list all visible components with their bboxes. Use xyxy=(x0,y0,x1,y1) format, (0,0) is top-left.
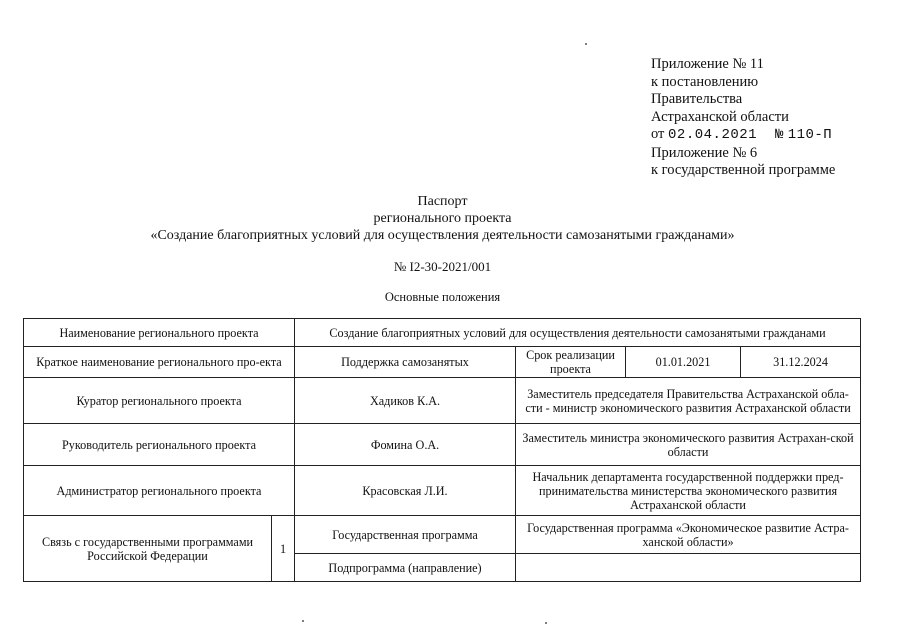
passport-table xyxy=(23,318,861,582)
title-line-3: «Создание благоприятных условий для осуществления деятельности самозанятыми гражданами» xyxy=(150,228,735,243)
subprogram-value xyxy=(516,554,861,582)
head-position: Заместитель министра экономического развития Астрахан-ской области xyxy=(516,424,861,466)
short-name-value: Поддержка самозанятых xyxy=(295,347,516,378)
term-end: 31.12.2024 xyxy=(741,347,861,378)
row-label: Куратор регионального проекта xyxy=(24,378,295,424)
program-label: Государственная программа xyxy=(295,516,516,554)
row-label: Руководитель регионального проекта xyxy=(24,424,295,466)
scan-speck xyxy=(585,43,587,45)
term-label: Срок реализации проекта xyxy=(516,347,626,378)
title-line-1: Паспорт xyxy=(417,194,468,209)
program-index: 1 xyxy=(272,516,295,582)
project-name-value: Создание благоприятных условий для осуществления деятельности самозанятыми гражданами xyxy=(295,319,861,347)
row-label: Связь с государственными программами Российской Федерации xyxy=(24,516,272,582)
number-prefix: № xyxy=(775,127,785,143)
scan-speck xyxy=(545,622,547,624)
appendix-line-1: Приложение № 11 xyxy=(651,56,764,72)
subprogram-label: Подпрограмма (направление) xyxy=(295,554,516,582)
date-value: 02.04.2021 xyxy=(668,127,758,143)
appendix-line-4: Астраханской области xyxy=(651,108,789,125)
head-name: Фомина О.А. xyxy=(295,424,516,466)
appendix-date-line xyxy=(651,126,835,145)
table-row xyxy=(24,347,861,378)
row-label: Наименование регионального проекта xyxy=(24,319,295,347)
table-row xyxy=(24,466,861,516)
curator-name: Хадиков К.А. xyxy=(295,378,516,424)
title-line-2: регионального проекта xyxy=(373,211,512,226)
document-title xyxy=(0,193,885,244)
date-prefix: от xyxy=(651,126,665,142)
table-row xyxy=(24,319,861,347)
appendix-line-6: Приложение № 6 xyxy=(651,144,758,161)
appendix-line-2: к постановлению xyxy=(651,73,759,90)
section-title: Основные положения xyxy=(384,290,501,304)
table-row xyxy=(24,424,861,466)
project-number: № I2-30-2021/001 xyxy=(393,259,492,274)
appendix-header xyxy=(651,56,835,180)
row-label: Краткое наименование регионального про-екта xyxy=(24,347,295,378)
table-row xyxy=(24,378,861,424)
administrator-position: Начальник департамента государственной поддержки пред-принимательства министерства экономического развития Астраханской области xyxy=(516,466,861,516)
program-value: Государственная программа «Экономическое развитие Астра-ханской области» xyxy=(516,516,861,554)
appendix-line-3: Правительства xyxy=(651,91,743,107)
scan-speck xyxy=(302,620,304,622)
curator-position: Заместитель председателя Правительства Астраханской обла-сти - министр экономического развития Астраханской области xyxy=(516,378,861,424)
table-row xyxy=(24,516,861,554)
row-label: Администратор регионального проекта xyxy=(24,466,295,516)
term-start: 01.01.2021 xyxy=(626,347,741,378)
number-value: 110-П xyxy=(787,127,833,143)
administrator-name: Красовская Л.И. xyxy=(295,466,516,516)
appendix-line-7: к государственной программе xyxy=(651,162,836,178)
